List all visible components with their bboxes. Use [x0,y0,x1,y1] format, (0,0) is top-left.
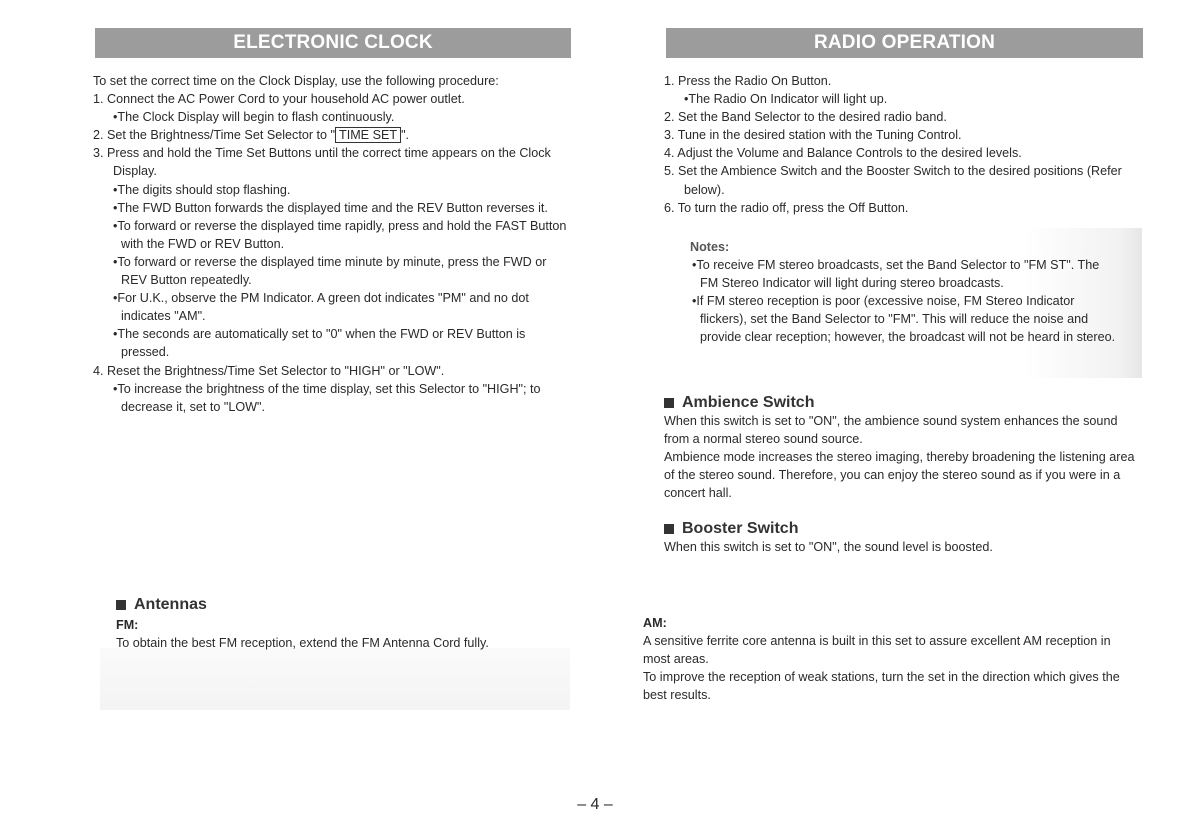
radio-procedure [664,72,1146,217]
am-text-2: To improve the reception of weak stations, turn the set in the direction which gives the best results. [643,670,1120,703]
time-set-label: TIME SET [335,127,401,143]
radio-step-4: 4. Adjust the Volume and Balance Controls to the desired levels. [664,146,1022,161]
clock-step-4-bullet: • To increase the brightness of the time display, set this Selector to "HIGH"; to decrease it, set to "LOW". [93,380,573,416]
clock-procedure [93,72,573,416]
clock-step-3-bullet-5: • For U.K., observe the PM Indicator. A green dot indicates "PM" and no dot indicates "AM". [93,289,573,325]
electronic-clock-banner: ELECTRONIC CLOCK [95,28,571,58]
am-text-1: A sensitive ferrite core antenna is built in this set to assure excellent AM reception in most areas. [643,634,1111,667]
radio-step-1: 1. Press the Radio On Button. [664,74,832,88]
notes-section [690,238,1120,347]
note-1: • To receive FM stereo broadcasts, set the Band Selector to "FM ST". The FM Stereo Indicator will light during stereo broadcasts. [690,256,1120,292]
ambience-text-2: Ambience mode increases the stereo imaging, thereby broadening the listening area of the stereo sound. Therefore, you can enjoy the stereo sound as if you were in a concert hall. [664,450,1135,501]
clock-step-3-bullet-2: • The FWD Button forwards the displayed time and the REV Button reverses it. [93,199,573,217]
fm-text: To obtain the best FM reception, extend the FM Antenna Cord fully. [116,636,489,651]
radio-step-6: 6. To turn the radio off, press the Off Button. [664,200,909,215]
radio-step-2: 2. Set the Band Selector to the desired radio band. [664,110,947,125]
clock-step-2: 2. Set the Brightness/Time Set Selector to " TIME SET ". [93,128,410,143]
booster-text: When this switch is set to "ON", the sound level is boosted. [664,540,993,555]
radio-operation-banner: RADIO OPERATION [666,28,1143,58]
clock-step-1: 1. Connect the AC Power Cord to your household AC power outlet. [93,92,465,107]
ambience-section [664,394,1146,503]
booster-title: Booster Switch [664,520,1146,538]
radio-step-5: 5. Set the Ambience Switch and the Booster Switch to the desired positions (Refer below). [664,164,1122,197]
fm-heading: FM: [116,618,139,632]
clock-step-1-bullet: • The Clock Display will begin to flash continuously. [93,108,573,126]
notes-heading: Notes: [690,240,730,254]
am-section [643,614,1123,704]
ambience-text-1: When this switch is set to "ON", the ambience sound system enhances the sound from a normal stereo sound source. [664,414,1118,447]
page-number: – 4 – [577,796,613,813]
radio-step-1-bullet: • The Radio On Indicator will light up. [664,90,1146,108]
clock-step-3-bullet-4: • To forward or reverse the displayed time minute by minute, press the FWD or REV Button repeatedly. [93,253,573,289]
square-bullet-icon [664,398,674,408]
square-bullet-icon [116,600,126,610]
faded-background [100,648,570,710]
clock-step-4: 4. Reset the Brightness/Time Set Selector to "HIGH" or "LOW". [93,363,445,378]
am-heading: AM: [643,616,667,630]
clock-step-3-bullet-1: • The digits should stop flashing. [93,181,573,199]
antennas-section [116,596,576,652]
booster-section [664,520,1146,556]
clock-step-3: 3. Press and hold the Time Set Buttons until the correct time appears on the Clock Display. [93,146,551,179]
antennas-title: Antennas [116,596,576,614]
ambience-title: Ambience Switch [664,394,1146,412]
clock-step-3-bullet-6: • The seconds are automatically set to "0" when the FWD or REV Button is pressed. [93,325,573,361]
radio-step-3: 3. Tune in the desired station with the Tuning Control. [664,128,962,143]
clock-intro: To set the correct time on the Clock Display, use the following procedure: [93,74,499,88]
square-bullet-icon [664,524,674,534]
clock-step-3-bullet-3: • To forward or reverse the displayed time rapidly, press and hold the FAST Button with the FWD or REV Button. [93,217,573,253]
note-2: • If FM stereo reception is poor (excessive noise, FM Stereo Indicator flickers), set the Band Selector to "FM". This will reduce the noise and provide clear reception; however, the broadcast will not be heard in stereo. [690,292,1120,346]
